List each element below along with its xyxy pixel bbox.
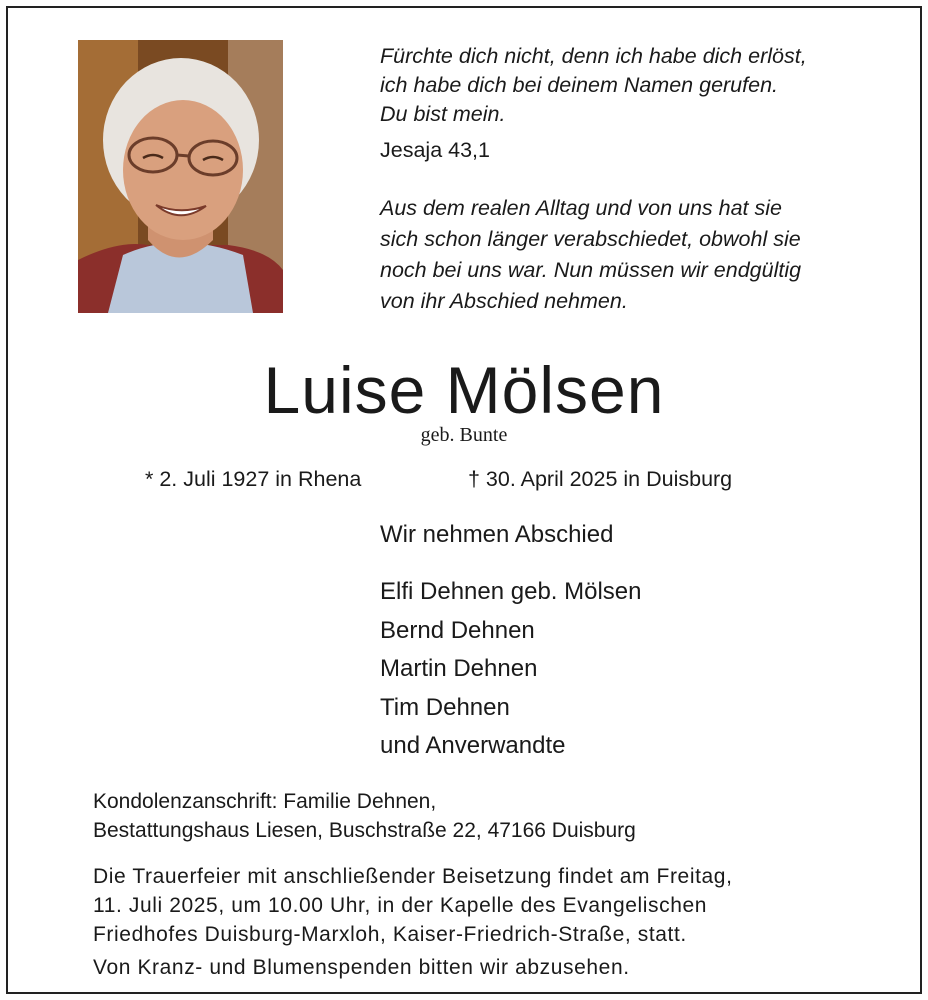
deceased-name: Luise Mölsen — [263, 353, 665, 427]
portrait-photo — [78, 40, 283, 313]
service-info — [93, 862, 733, 949]
farewell-line: sich schon länger verabschiedet, obwohl sie — [380, 227, 801, 251]
mourner-name: Bernd Dehnen — [380, 616, 535, 644]
verse-line: Du bist mein. — [380, 102, 506, 126]
mourner-name: und Anverwandte — [380, 732, 566, 759]
flowers-note: Von Kranz- und Blumenspenden bitten wir abzusehen. — [93, 956, 630, 979]
condolence-address — [93, 787, 636, 845]
condolence-line: Bestattungshaus Liesen, Buschstraße 22, 47166 Duisburg — [93, 819, 636, 842]
mourners-list — [380, 573, 642, 766]
mourner-name: Tim Dehnen — [380, 693, 510, 721]
service-line: 11. Juli 2025, um 10.00 Uhr, in der Kapelle des Evangelischen — [93, 894, 708, 917]
verse-reference: Jesaja 43,1 — [380, 138, 490, 162]
verse-line: Fürchte dich nicht, denn ich habe dich erlöst, — [380, 44, 807, 68]
service-line: Die Trauerfeier mit anschließender Beisetzung findet am Freitag, — [93, 865, 733, 888]
farewell-text — [380, 193, 801, 317]
portrait-image — [78, 40, 283, 313]
bible-verse — [380, 42, 807, 129]
birth-date: * 2. Juli 1927 in Rhena — [145, 467, 362, 491]
condolence-line: Kondolenzanschrift: Familie Dehnen, — [93, 790, 437, 813]
farewell-line: von ihr Abschied nehmen. — [380, 289, 628, 313]
verse-line: ich habe dich bei deinem Namen gerufen. — [380, 73, 779, 97]
death-date: † 30. April 2025 in Duisburg — [468, 467, 733, 491]
mourners-heading: Wir nehmen Abschied — [380, 521, 614, 548]
mourner-name: Martin Dehnen — [380, 655, 538, 682]
mourner-name: Elfi Dehnen geb. Mölsen — [380, 578, 642, 605]
farewell-line: noch bei uns war. Nun müssen wir endgültig — [380, 258, 802, 282]
service-line: Friedhofes Duisburg-Marxloh, Kaiser-Friedrich-Straße, statt. — [93, 923, 687, 946]
maiden-name: geb. Bunte — [420, 424, 508, 446]
farewell-line: Aus dem realen Alltag und von uns hat sie — [380, 196, 782, 220]
